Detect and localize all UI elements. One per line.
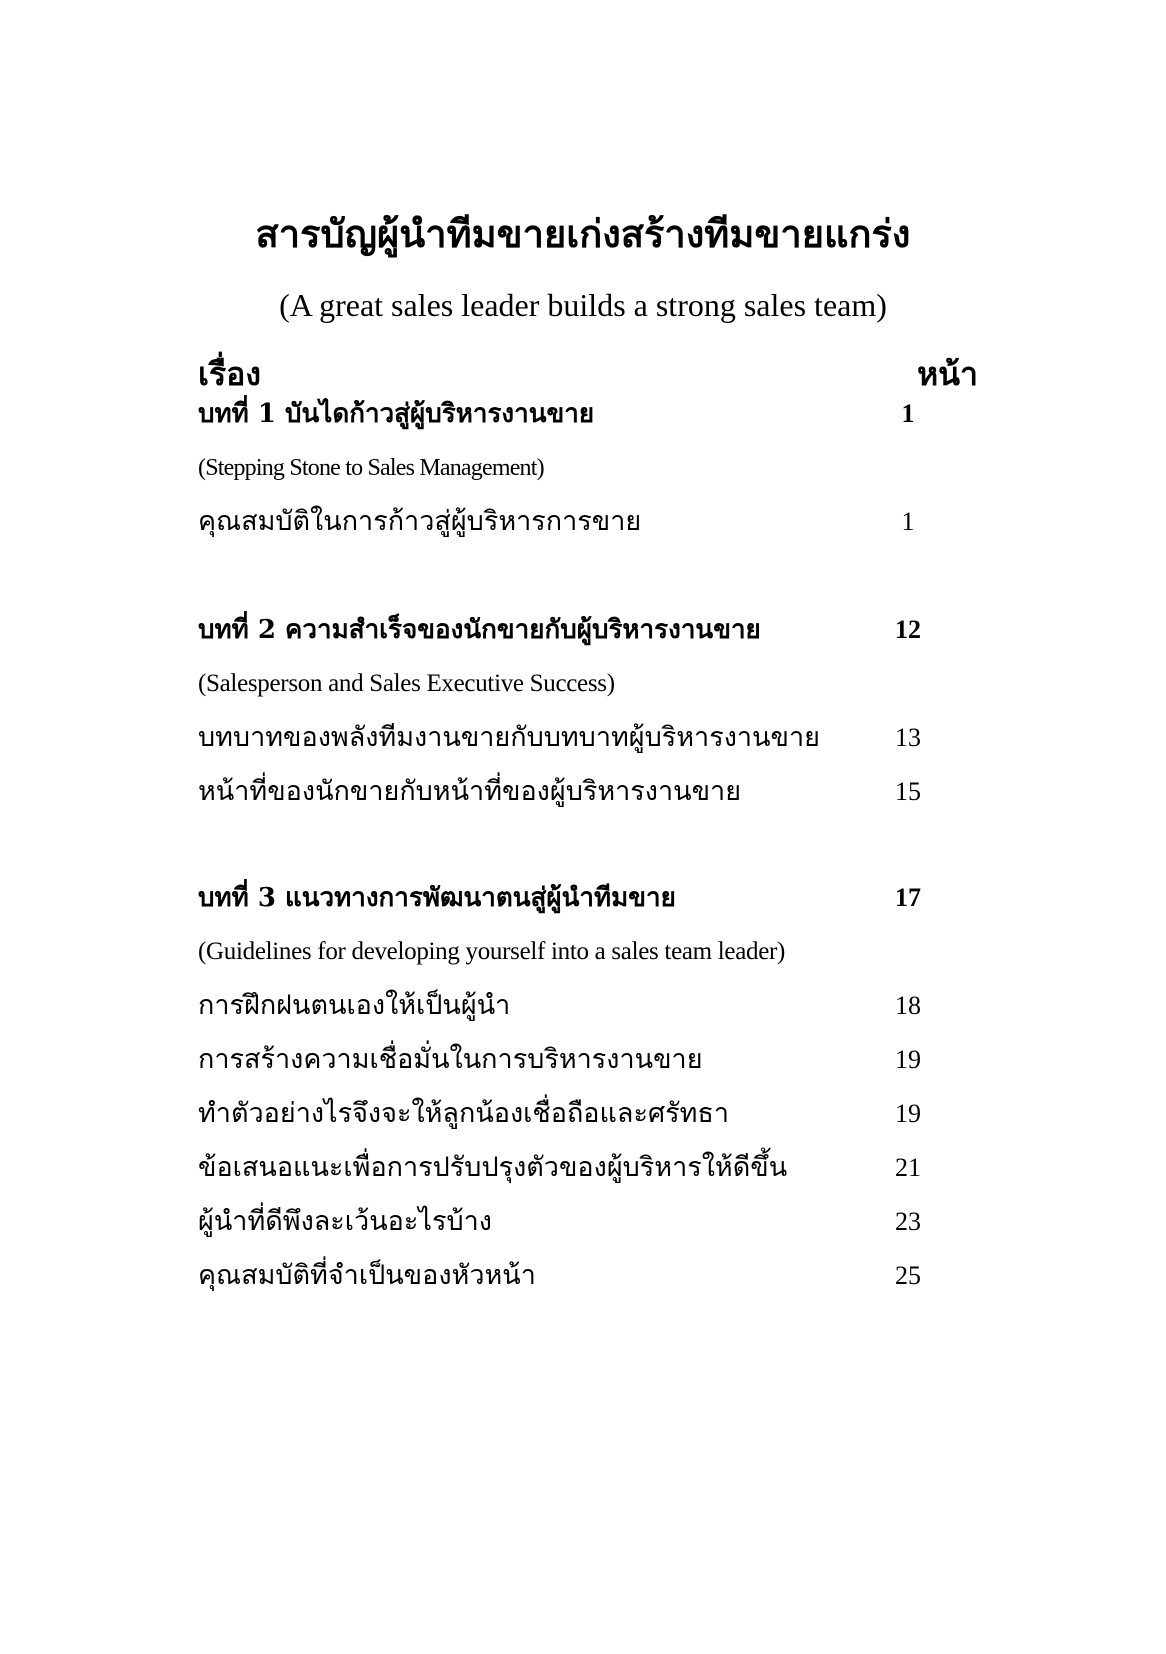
toc-item-label: ทำตัวอย่างไรจึงจะให้ลูกน้องเชื่อถือและศรัทธา [198, 1098, 730, 1129]
toc-item-label: ผู้นำที่ดีพึงละเว้นอะไรบ้าง [198, 1206, 492, 1237]
toc-item-label: บทบาทของพลังทีมงานขายกับบทบาทผู้บริหารงานขาย [198, 722, 820, 753]
toc-item-label: ข้อเสนอแนะเพื่อการปรับปรุงตัวของผู้บริหารให้ดีขึ้น [198, 1152, 788, 1183]
toc-item[interactable] [198, 1092, 958, 1136]
toc-chapter-1[interactable] [198, 392, 958, 436]
chapter-page-number: 1 [901, 399, 915, 428]
toc-item-page-number: 19 [895, 1099, 921, 1128]
toc-item[interactable] [198, 984, 958, 1028]
toc-item-page-number: 18 [895, 991, 921, 1020]
toc-item-page-number: 21 [895, 1153, 921, 1182]
toc-item-label: คุณสมบัติในการก้าวสู่ผู้บริหารการขาย [198, 506, 642, 537]
toc-item[interactable] [198, 500, 958, 544]
page-subtitle: (A great sales leader builds a strong sales team) [279, 287, 887, 323]
chapter-page-number: 17 [895, 883, 921, 912]
toc-item-label: คุณสมบัติที่จำเป็นของหัวหน้า [198, 1260, 536, 1291]
toc-chapter-2[interactable] [198, 608, 958, 652]
toc-item-page-number: 23 [895, 1207, 921, 1236]
toc-item-page-number: 25 [895, 1261, 921, 1290]
chapter-heading: บทที่ 3 แนวทางการพัฒนาตนสู่ผู้นำทีมขาย [198, 883, 676, 913]
chapter-english-title: (Guidelines for developing yourself into a sales team leader) [198, 938, 786, 965]
topic-column-header: เรื่อง [198, 355, 261, 393]
toc-chapter-2-english [198, 662, 958, 706]
toc-chapter-1-english [198, 446, 958, 490]
toc-item-page-number: 1 [901, 507, 915, 536]
toc-item[interactable] [198, 1200, 958, 1244]
chapter-english-title: (Stepping Stone to Sales Management) [198, 455, 544, 481]
toc-item-label: หน้าที่ของนักขายกับหน้าที่ของผู้บริหารงานขาย [198, 776, 742, 807]
toc-item[interactable] [198, 1146, 958, 1190]
toc-item[interactable] [198, 1038, 958, 1082]
chapter-heading: บทที่ 2 ความสำเร็จของนักขายกับผู้บริหารงานขาย [198, 615, 761, 645]
toc-item-label: การสร้างความเชื่อมั่นในการบริหารงานขาย [198, 1044, 703, 1075]
page-column-header: หน้า [917, 355, 978, 393]
chapter-page-number: 12 [895, 615, 921, 644]
toc-chapter-3-english [198, 930, 958, 974]
toc-chapter-3[interactable] [198, 876, 958, 920]
page-title: สารบัญผู้นำทีมขายเก่งสร้างทีมขายแกร่ง [255, 211, 911, 256]
toc-item-page-number: 13 [895, 723, 921, 752]
chapter-english-title: (Salesperson and Sales Executive Success) [198, 670, 615, 697]
toc-item-page-number: 19 [895, 1045, 921, 1074]
chapter-heading: บทที่ 1 บันไดก้าวสู่ผู้บริหารงานขาย [198, 399, 595, 429]
toc-item[interactable] [198, 770, 958, 814]
toc-item[interactable] [198, 1254, 958, 1298]
toc-item-page-number: 15 [895, 777, 921, 806]
toc-item[interactable] [198, 716, 958, 760]
toc-item-label: การฝึกฝนตนเองให้เป็นผู้นำ [198, 990, 511, 1021]
